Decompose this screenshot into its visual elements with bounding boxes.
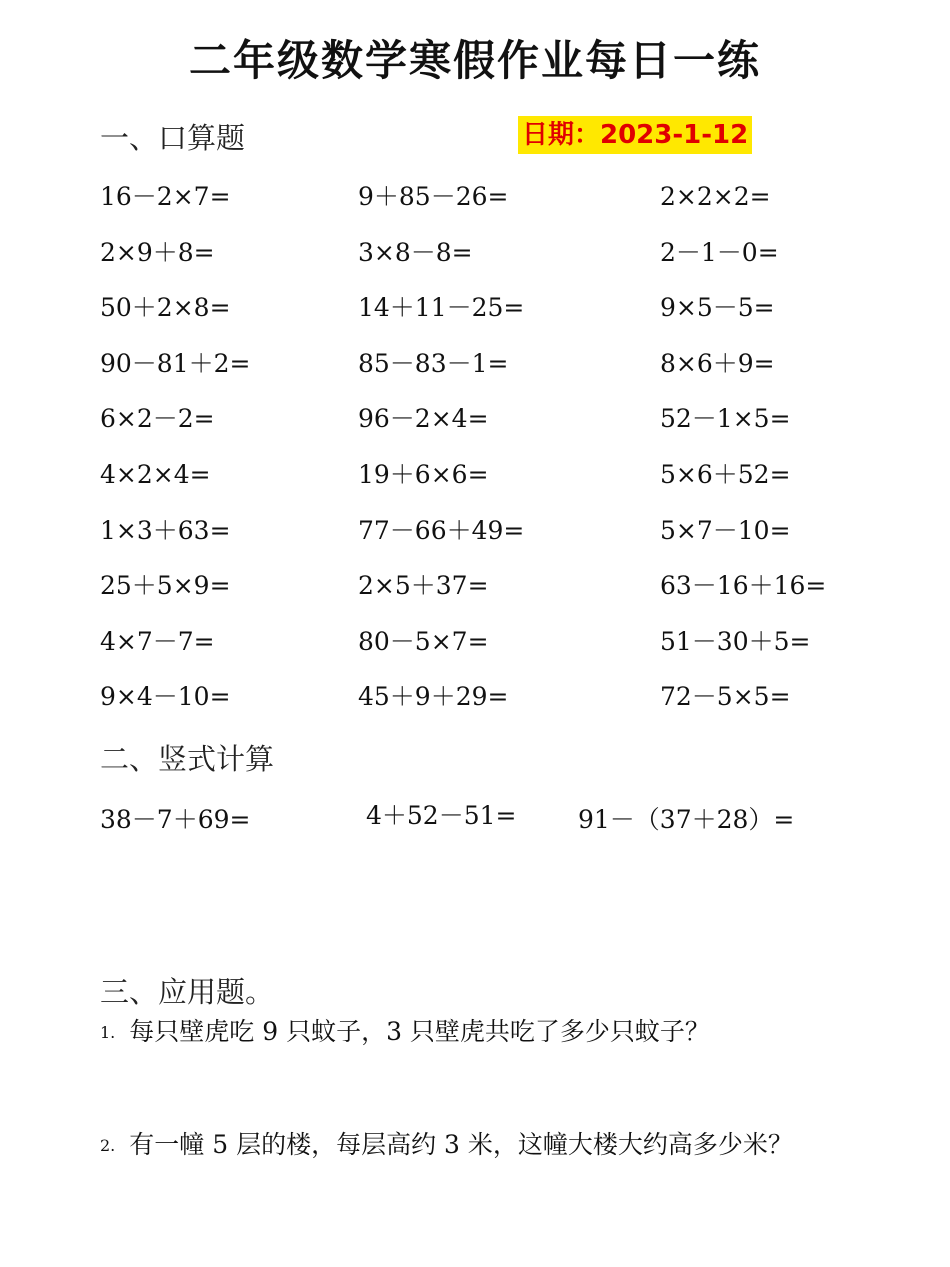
vertical-problem: 4＋52－51= [366,801,517,830]
vertical-problem: 38－7＋69= [100,805,251,834]
oral-problem: 2×5＋37= [358,571,489,601]
section-oral-heading: 一、口算题 [100,121,246,155]
oral-problem: 51－30＋5= [660,626,811,656]
oral-problem: 77－66＋49= [358,515,525,545]
question-number: 2. [100,1136,116,1155]
oral-problem: 16－2×7= [100,182,231,211]
oral-problem: 2×9＋8= [100,237,215,267]
oral-problem: 9×4－10= [100,682,231,712]
word-problem-1 [100,1012,710,1048]
section-vertical-heading: 二、竖式计算 [100,742,275,776]
oral-problem: 4×7－7= [100,626,215,656]
oral-problem: 2－1－0= [660,237,779,267]
question-number: 1. [100,1023,116,1042]
oral-problem: 45＋9＋29= [358,682,509,712]
oral-problem: 9×5－5= [660,293,775,323]
section-word-problems-heading: 三、应用题。 [100,975,275,1009]
question-text: 每只壁虎吃 9 只蚊子，3 只壁虎共吃了多少只蚊子？ [129,1017,710,1046]
oral-problem: 25＋5×9= [100,571,231,601]
oral-problem: 2×2×2= [660,182,771,211]
vertical-problem: 91－（37＋28）= [578,805,795,834]
oral-problem-grid [100,175,900,731]
oral-problem: 63－16＋16= [660,571,827,601]
oral-problem: 5×7－10= [660,515,791,545]
date-label: 日期：2023-1-12 [518,116,752,154]
oral-problem: 19＋6×6= [358,459,489,489]
oral-problem: 80－5×7= [358,626,489,656]
word-problem-2 [100,1125,793,1161]
oral-problem: 96－2×4= [358,404,489,434]
oral-problem: 90－81＋2= [100,348,251,378]
oral-problem: 4×2×4= [100,459,211,489]
oral-problem: 9＋85－26= [358,182,509,211]
oral-problem: 50＋2×8= [100,293,231,323]
oral-problem: 8×6＋9= [660,348,775,378]
question-text: 有一幢 5 层的楼，每层高约 3 米，这幢大楼大约高多少米？ [129,1130,793,1159]
oral-problem: 14＋11－25= [358,293,525,323]
oral-problem: 85－83－1= [358,348,509,378]
oral-problem: 6×2－2= [100,404,215,434]
oral-problem: 52－1×5= [660,404,791,434]
oral-problem: 72－5×5= [660,682,791,712]
oral-problem: 1×3＋63= [100,515,231,545]
worksheet-title: 二年级数学寒假作业每日一练 [188,36,761,85]
oral-problem: 5×6＋52= [660,459,791,489]
oral-problem: 3×8－8= [358,237,473,267]
